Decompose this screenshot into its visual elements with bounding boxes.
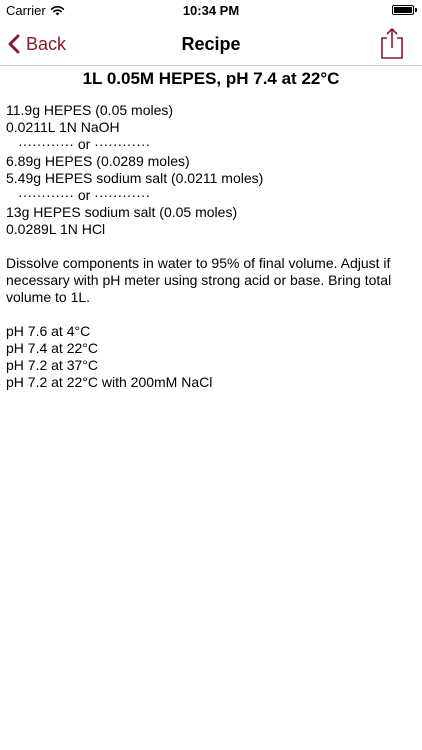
ingredient-line: 13g HEPES sodium salt (0.05 moles) — [6, 204, 238, 220]
ingredient-line: 5.49g HEPES sodium salt (0.0211 moles) — [6, 170, 264, 186]
ph-note: pH 7.4 at 22°C — [6, 340, 98, 356]
back-button-label: Back — [26, 33, 67, 54]
ingredient-line: 6.89g HEPES (0.0289 moles) — [6, 153, 190, 169]
ph-note: pH 7.6 at 4°C — [6, 323, 91, 339]
recipe-title: 1L 0.05M HEPES, pH 7.4 at 22°C — [82, 69, 340, 88]
or-separator: ············ or ············ — [18, 136, 151, 152]
recipe-body — [6, 102, 416, 391]
nav-title: Recipe — [181, 34, 241, 54]
ingredient-line: 0.0211L 1N NaOH — [6, 119, 120, 135]
carrier-label: Carrier — [6, 3, 46, 18]
ph-note: pH 7.2 at 22°C with 200mM NaCl — [6, 374, 213, 390]
spacer — [6, 238, 416, 255]
status-bar — [0, 0, 422, 22]
ph-note: pH 7.2 at 37°C — [6, 357, 98, 373]
battery-icon — [392, 5, 414, 15]
battery-fill — [394, 7, 412, 13]
navigation-bar — [0, 22, 422, 66]
recipe-content — [0, 66, 422, 390]
ingredient-line: 0.0289L 1N HCl — [6, 221, 106, 237]
instructions-paragraph: Dissolve components in water to 95% of final volume. Adjust if necessary with pH meter using strong acid or base. Bring total volume to 1L. — [6, 255, 392, 305]
spacer — [6, 306, 416, 323]
share-button[interactable] — [378, 26, 406, 60]
status-time: 10:34 PM — [182, 3, 240, 18]
share-icon — [378, 26, 406, 60]
ingredient-line: 11.9g HEPES (0.05 moles) — [6, 102, 174, 118]
or-separator: ············ or ············ — [18, 187, 151, 203]
